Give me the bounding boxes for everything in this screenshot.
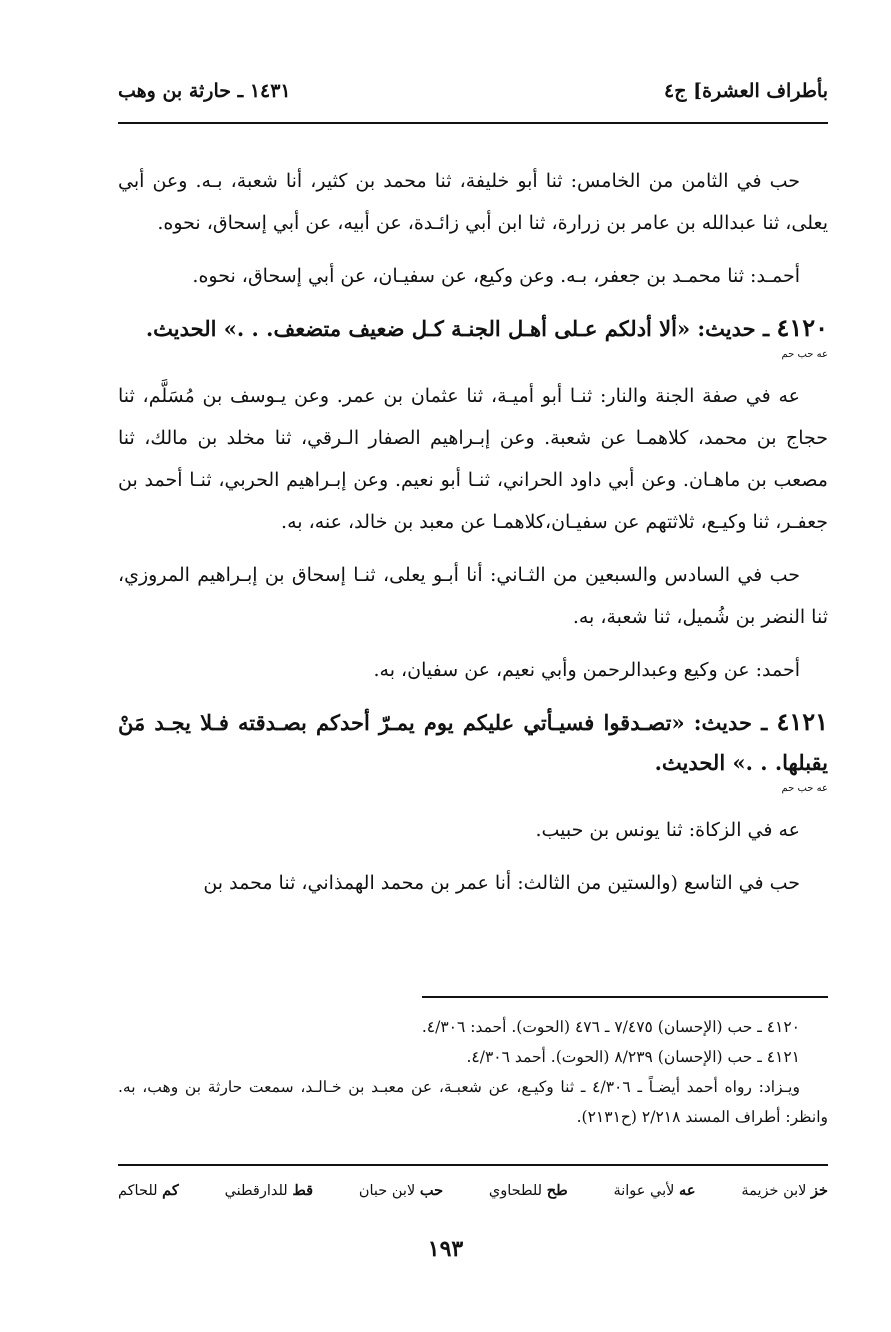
footnotes [118, 1012, 828, 1132]
hadith-number: ٤١٢٠ [776, 313, 828, 342]
page-number: ١٩٣ [427, 1236, 464, 1262]
abbreviations-key [118, 1182, 828, 1199]
running-header [118, 74, 828, 108]
footnote: ويـزاد: رواه أحمد أيضـاً ـ ٤/٣٠٦ ـ ثنا وكيـع، عن شعبـة، عن معبـد بن خـالـد، سمعت حارثة بن وهب، به. وانظر: أطراف المسند ٢/٢١٨ (ح٢١٣١). [118, 1078, 828, 1126]
header-rule [118, 122, 828, 124]
paragraph: حب في السادس والسبعين من الثـاني: أنا أبـو يعلى، ثنـا إسحاق بن إبـراهيم المروزي، ثنا النضر بن شُميل، ثنا شعبة، به. [118, 564, 828, 628]
paragraph: عه في الزكاة: ثنا يونس بن حبيب. [535, 819, 800, 841]
hadith-number: ٤١٢١ [776, 707, 829, 736]
hadith-text: ـ حديث: «ألا أدلكم عـلى أهـل الجنـة كـل ضعيف متضعف. . .» الحديث. [145, 316, 770, 341]
abbreviation-item: قط للدارقطني [224, 1182, 314, 1199]
main-text [118, 160, 828, 915]
hadith-text: ـ حديث: «تصـدقوا فسيـأتي عليكم يوم يمـرّ أحدكم بصـدقته فـلا يجـد مَنْ يقبلها. . .» الحديث. [118, 710, 828, 775]
source-sigla: عه حب حم [781, 783, 828, 794]
abbreviation-item: طح للطحاوي [488, 1182, 568, 1199]
header-book-title: بأطراف العشرة] ج٤ [664, 80, 828, 102]
paragraph: أحمد: عن وكيع وعبدالرحمن وأبي نعيم، عن سفيان، به. [373, 659, 800, 681]
source-sigla: عه حب حم [781, 349, 828, 360]
abbreviation-item: خز لابن خزيمة [741, 1182, 828, 1199]
paragraph: عه في صفة الجنة والنار: ثنـا أبو أميـة، ثنا عثمان بن عمر. وعن يـوسف بن مُسَلَّم، ثنا حجاج بن محمد، كلاهمـا عن شعبة. وعن إبـراهيم الصفار الـرقي، ثنا مخلد بن مالك، ثنا مصعب بن ماهـان. وعن أبي داود الحراني، ثنـا أبو نعيم. وعن إبـراهيم الحربي، ثنـا أحمد بن جعفـر، ثنا وكيـع، ثلاثتهم عن سفيـان،كلاهمـا عن معبد بن خالد، عنه، به. [118, 385, 828, 533]
abbreviation-item: كم للحاكم [118, 1182, 179, 1199]
paragraph: أحمـد: ثنا محمـد بن جعفر، بـه. وعن وكيع، عن سفيـان، عن أبي إسحاق، نحوه. [192, 265, 800, 287]
abbreviation-item: عه لأبي عوانة [613, 1182, 696, 1199]
abbreviation-item: حب لابن حبان [358, 1182, 444, 1199]
paragraph: حب في الثامن من الخامس: ثنا أبو خليفة، ثنا محمد بن كثير، أنا شعبة، بـه. وعن أبي يعلى، ثنا عبدالله بن عامر بن زرارة، ثنا ابن أبي زائـدة، عن أبيه، عن أبي إسحاق، نحوه. [118, 170, 828, 234]
footnote: ٤١٢٠ ـ حب (الإحسان) ٧/٤٧٥ ـ ٤٧٦ (الحوت). أحمد: ٤/٣٠٦. [421, 1018, 800, 1036]
abbreviations-rule [118, 1164, 828, 1166]
footnote: ٤١٢١ ـ حب (الإحسان) ٨/٢٣٩ (الحوت). أحمد ٤/٣٠٦. [466, 1048, 800, 1066]
hadith-entry-4120 [118, 308, 828, 361]
header-section-title: ١٤٣١ ـ حارثة بن وهب [118, 80, 291, 102]
paragraph: حب في التاسع (والستين من الثالث: أنا عمر بن محمد الهمذاني، ثنا محمد بن [203, 872, 800, 894]
hadith-entry-4121 [118, 702, 828, 795]
footnote-rule [422, 996, 828, 998]
